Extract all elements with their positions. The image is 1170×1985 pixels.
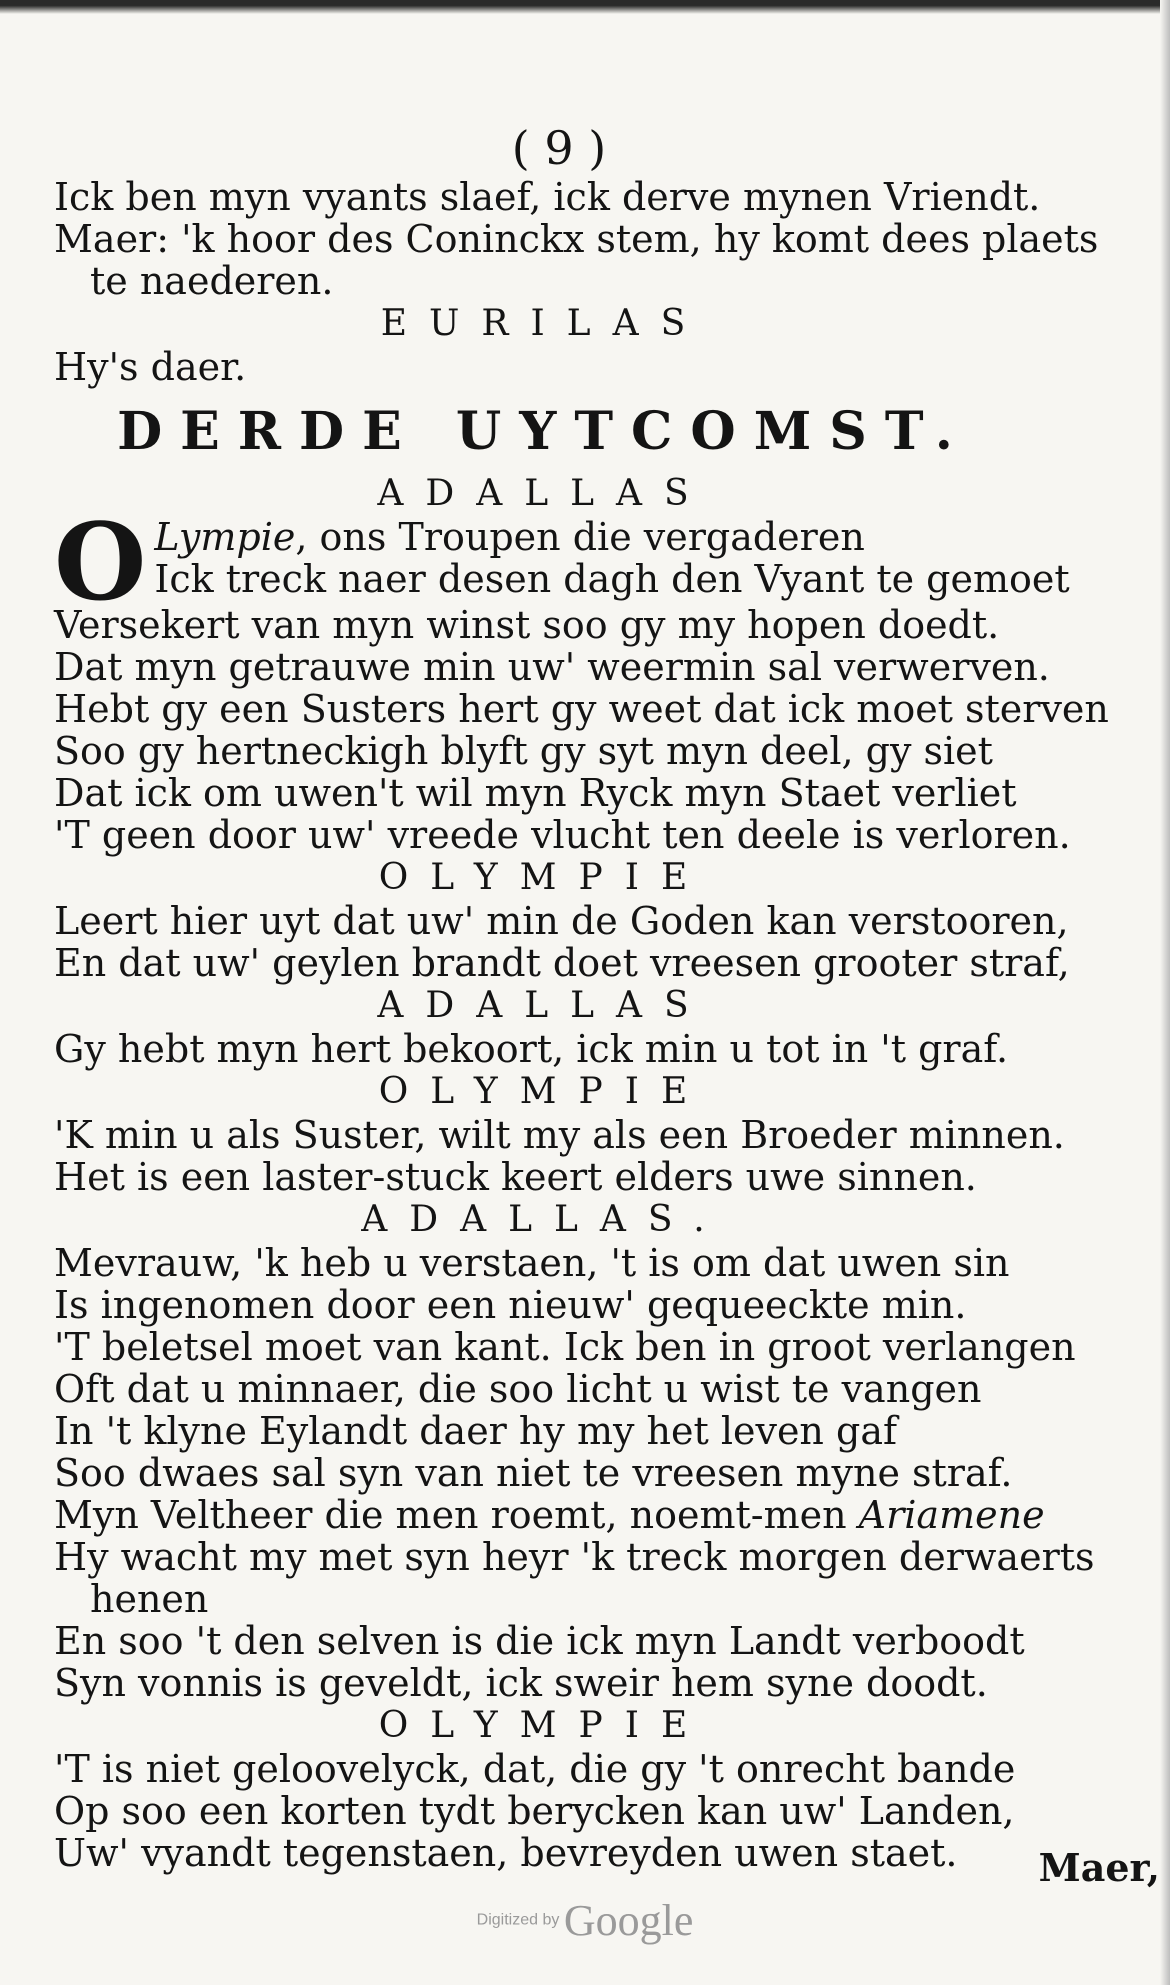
verse-line: Is ingenomen door een nieuw' gequeeckte min.	[54, 1283, 967, 1327]
first-line-rest: , ons Troupen die vergaderen	[295, 515, 865, 559]
speaker-olympie-3: OLYMPIE	[378, 1705, 710, 1746]
name-ariamene: Ariamene	[858, 1493, 1045, 1537]
verse-line: Soo dwaes sal syn van niet te vreesen myne straf.	[54, 1451, 1013, 1495]
verse-line: Uw' vyandt tegenstaen, bevreyden uwen staet.	[54, 1831, 958, 1875]
name-olympie: Lympie	[154, 515, 296, 559]
verse-line: Ick ben myn vyants slaef, ick derve mynen Vriendt.	[54, 175, 1041, 219]
verse-line: Hebt gy een Susters hert gy weet dat ick moet sterven	[54, 687, 1109, 731]
olympie-lines-2	[54, 1113, 1065, 1199]
verse-line: Hy wacht my met syn heyr 'k treck morgen derwaerts	[54, 1535, 1095, 1579]
adallas-lines-3a	[54, 1241, 1076, 1495]
drop-cap: O	[54, 499, 147, 624]
verse-line-veltheer	[54, 1493, 1045, 1537]
adallas-lines-1	[54, 603, 1109, 857]
speaker-olympie-2: OLYMPIE	[378, 1071, 710, 1112]
speaker-adallas-3: ADALLAS.	[361, 1199, 727, 1240]
lines-before	[54, 175, 1099, 303]
opening-verse	[54, 499, 1070, 624]
line-eurilas: Hy's daer.	[54, 345, 247, 389]
olympie-lines-1	[54, 899, 1070, 985]
page-right-edge	[1160, 0, 1170, 1985]
verse-line: In 't klyne Eylandt daer hy my het leven gaf	[54, 1409, 898, 1453]
verse-line-second: Ick treck naer desen dagh den Vyant te gemoet	[154, 557, 1070, 601]
verse-line: Syn vonnis is geveldt, ick sweir hem syne doodt.	[54, 1661, 988, 1705]
speaker-eurilas: EURILAS	[380, 303, 708, 344]
verse-line: Gy hebt myn hert bekoort, ick min u tot in 't graf.	[54, 1027, 1009, 1071]
verse-line: te naederen.	[90, 259, 334, 303]
verse-line: Op soo een korten tydt berycken kan uw' Landen,	[54, 1789, 1015, 1833]
verse-line-first	[54, 516, 1034, 558]
digitized-notice	[0, 1895, 1170, 1946]
olympie-lines-3	[54, 1748, 1034, 1874]
verse-line: En dat uw' geylen brandt doet vreesen grooter straf,	[54, 941, 1070, 985]
adallas-lines-2	[54, 1028, 1034, 1070]
verse-line: Dat myn getrauwe min uw' weermin sal verwerven.	[54, 645, 1050, 689]
verse-line: 'T beletsel moet van kant. Ick ben in groot verlangen	[54, 1325, 1076, 1369]
page-number: ( 9 )	[511, 121, 607, 175]
section-title: DERDE UYTCOMST.	[117, 401, 971, 462]
verse-line: Mevrauw, 'k heb u verstaen, 't is om dat uwen sin	[54, 1241, 1010, 1285]
catchword: Maer,	[1038, 1845, 1160, 1890]
verse-line: Leert hier uyt dat uw' min de Goden kan verstooren,	[54, 899, 1069, 943]
verse-line: 'T is niet geloovelyck, dat, die gy 't onrecht bande	[54, 1747, 1016, 1791]
adallas-lines-3b	[54, 1535, 1095, 1705]
verse-line: 'T geen door uw' vreede vlucht ten deele is verloren.	[54, 813, 1071, 857]
page-top-edge	[0, 0, 1170, 14]
speaker-adallas-2: ADALLAS	[377, 985, 711, 1026]
verse-line: 'K min u als Suster, wilt my als een Broeder minnen.	[54, 1113, 1065, 1157]
verse-line: Versekert van myn winst soo gy my hopen doedt.	[54, 603, 1000, 647]
speaker-olympie-1: OLYMPIE	[378, 857, 710, 898]
verse-line: Oft dat u minnaer, die soo licht u wist te vangen	[54, 1367, 982, 1411]
verse-line: En soo 't den selven is die ick myn Landt verboodt	[54, 1619, 1025, 1663]
verse-line: Maer: 'k hoor des Coninckx stem, hy komt dees plaets	[54, 217, 1099, 261]
digitized-prefix: Digitized by	[476, 1911, 560, 1929]
verse-line: Dat ick om uwen't wil myn Ryck myn Staet verliet	[54, 771, 1017, 815]
google-logo: Google	[563, 1896, 694, 1945]
verse-line: Soo gy hertneckigh blyft gy syt myn deel, gy siet	[54, 729, 993, 773]
speaker-adallas-1: ADALLAS	[377, 473, 711, 514]
veltheer-line-start: Myn Veltheer die men roemt, noemt-men	[54, 1493, 859, 1537]
verse-line: henen	[90, 1577, 209, 1621]
book-page	[54, 120, 1109, 1875]
verse-line: Het is een laster-stuck keert elders uwe sinnen.	[54, 1155, 977, 1199]
